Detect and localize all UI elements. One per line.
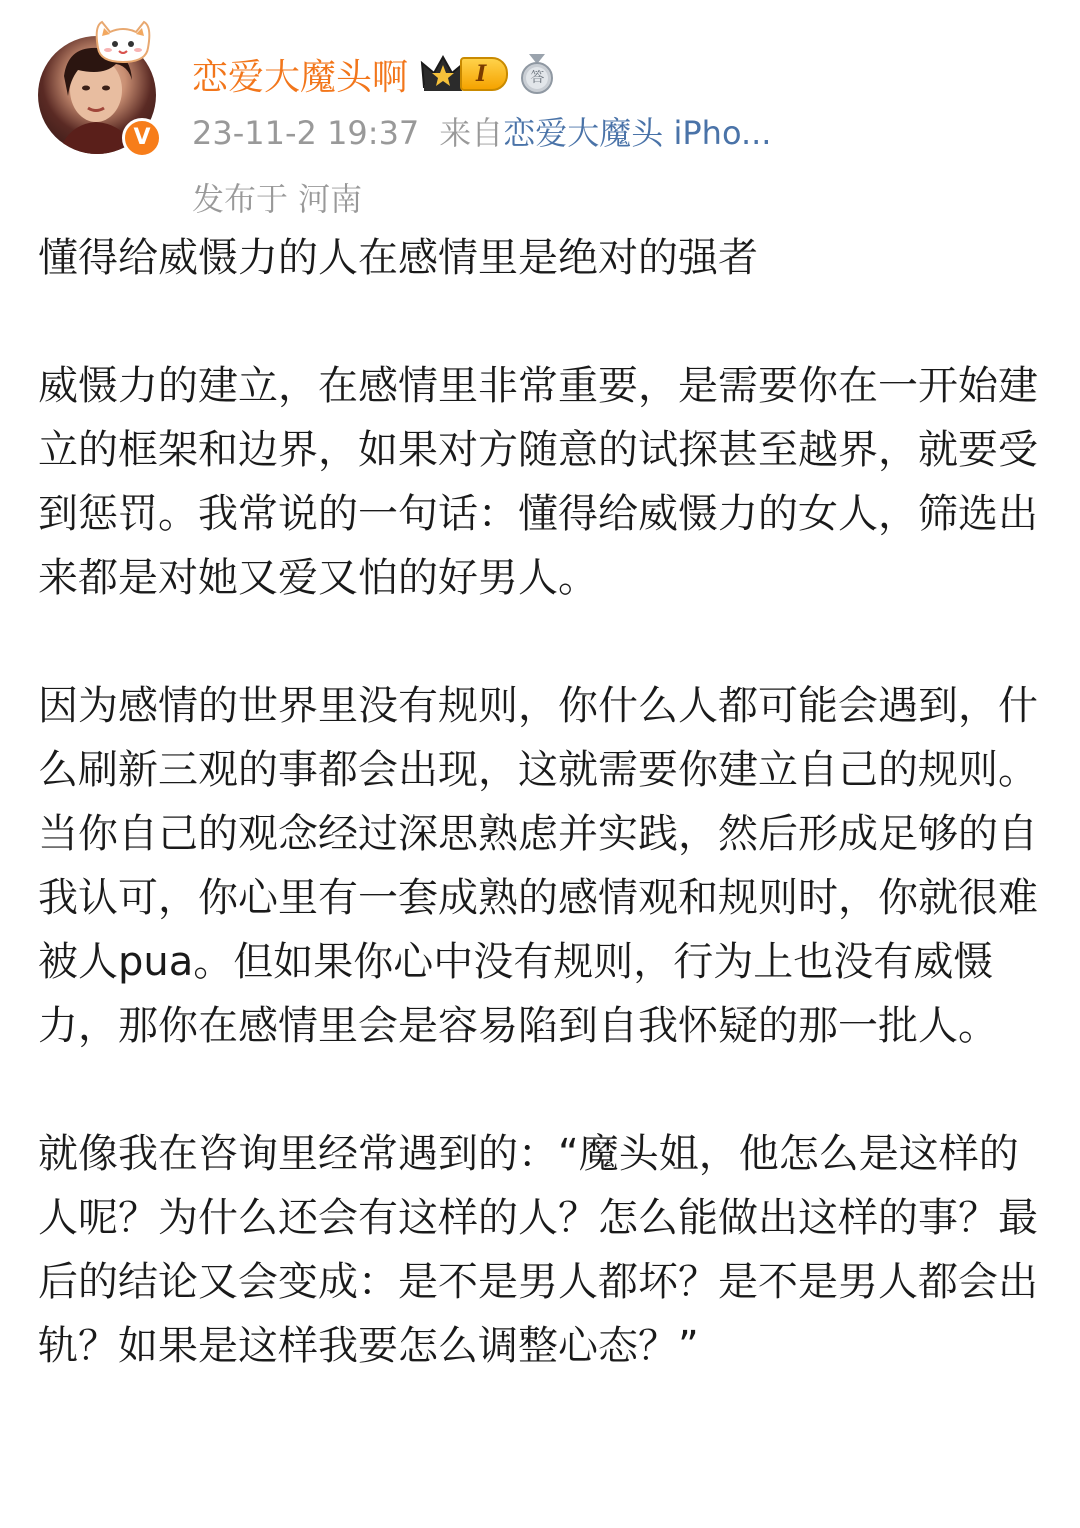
post-location: 发布于 河南 [192, 180, 363, 218]
post-paragraph-4: 就像我在咨询里经常遇到的：“魔头姐，他怎么是这样的人呢？为什么还会有这样的人？怎么能做出这样的事？最后的结论又会变成：是不是男人都坏？是不是男人都会出轨？如果是这样我要怎么调整心态？” [38, 1131, 1038, 1369]
verified-badge: V [122, 118, 162, 158]
author-name[interactable]: 恋爱大魔头啊 [192, 56, 409, 98]
post-paragraph-3: 因为感情的世界里没有规则，你什么人都可能会遇到，什么刷新三观的事都会出现，这就需要你建立自己的规则。当你自己的观念经过深思熟虑并实践，然后形成足够的自我认可，你心里有一套成熟的感情观和规则时，你就很难被人pua。但如果你心中没有规则，行为上也没有威慑力，那你在感情里会是容易陷到自我怀疑的那一批人。 [38, 683, 1038, 1049]
vip-level-badge[interactable] [420, 53, 508, 95]
post-body [38, 226, 1042, 1378]
author-name-row [192, 46, 554, 102]
cat-pendant-icon [88, 18, 158, 64]
post-meta [192, 108, 771, 154]
level-tag: I [460, 57, 508, 91]
post-paragraph-1: 懂得给威慑力的人在感情里是绝对的强者 [38, 235, 758, 281]
post-header [38, 22, 1048, 218]
source-prefix: 来自 [439, 114, 504, 152]
medal-label: 答 [530, 70, 545, 86]
post-paragraph-2: 威慑力的建立，在感情里非常重要，是需要你在一开始建立的框架和边界，如果对方随意的试探甚至越界，就要受到惩罚。我常说的一句话：懂得给威慑力的女人，筛选出来都是对她又爱又怕的好男人。 [38, 363, 1038, 601]
avatar-container[interactable] [38, 36, 156, 154]
answer-medal-badge[interactable] [520, 54, 554, 94]
source-link[interactable]: 恋爱大魔头 iPho... [503, 114, 772, 152]
post-timestamp: 23-11-2 19:37 [192, 114, 420, 152]
